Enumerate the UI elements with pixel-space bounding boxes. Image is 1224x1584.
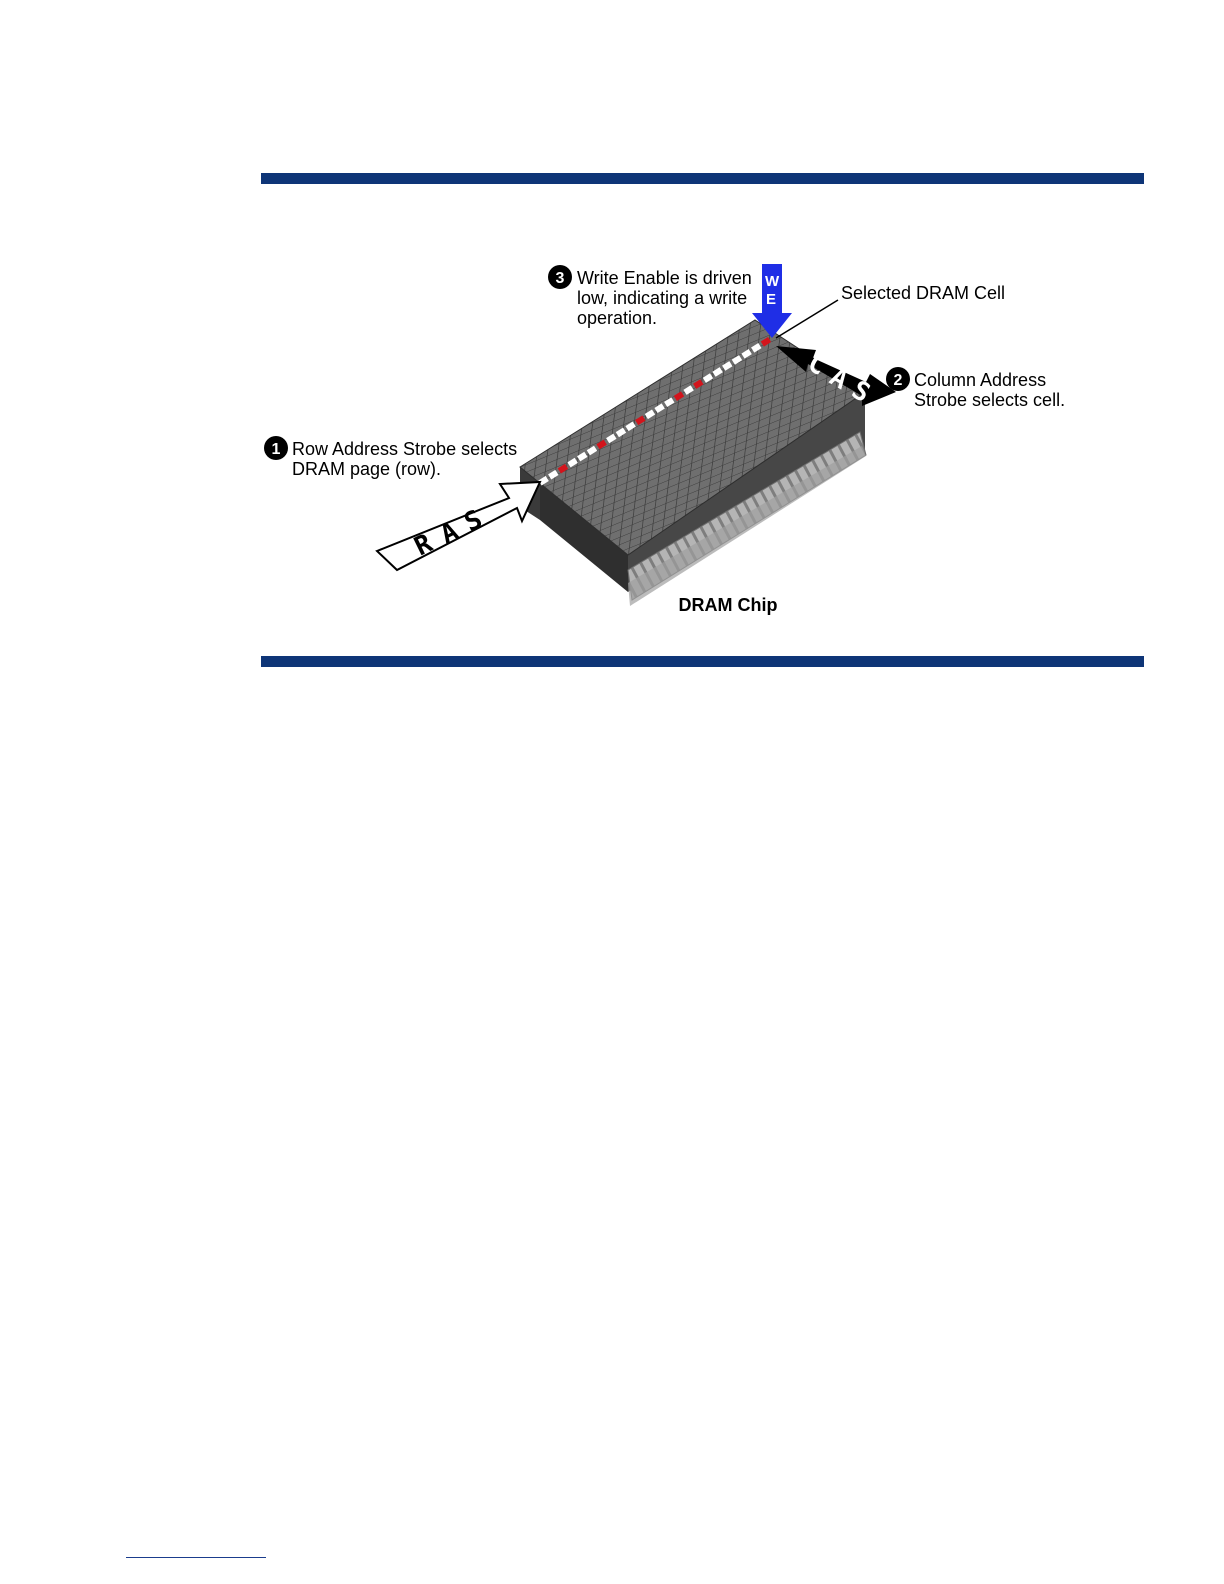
ras-arrow xyxy=(377,482,540,570)
callout-write xyxy=(548,265,752,328)
row-cell-white xyxy=(646,412,653,417)
callout-row-line2: DRAM page (row). xyxy=(292,459,442,479)
dram-write-diagram xyxy=(0,0,1224,700)
row-cell-white xyxy=(588,448,595,453)
callout-column xyxy=(886,367,1065,410)
row-cell-white xyxy=(569,460,576,465)
footnote-rule xyxy=(126,1557,266,1558)
row-cell-white xyxy=(579,454,586,459)
ras-letter-r: R xyxy=(409,528,438,563)
we-letter-w: W xyxy=(765,273,780,290)
selected-cell-label: Selected DRAM Cell xyxy=(841,283,1006,303)
row-cell-white xyxy=(733,358,740,363)
row-cell-white xyxy=(724,364,731,369)
bottom-rule xyxy=(261,656,1144,667)
callout-row-line1: Row Address Strobe selects xyxy=(292,439,518,459)
row-cell-red xyxy=(637,418,644,423)
row-cell-red xyxy=(675,394,682,399)
callout-column-line1: Column Address xyxy=(914,370,1047,390)
ras-letter-a: A xyxy=(435,516,464,551)
row-cell-white xyxy=(608,436,615,441)
row-cell-white xyxy=(666,400,673,405)
row-cell-white xyxy=(627,424,634,429)
row-cell-red xyxy=(762,340,769,345)
cas-letter-c: C xyxy=(802,348,832,382)
row-cell-red xyxy=(598,442,605,447)
callout-row xyxy=(264,436,517,479)
row-cell-white xyxy=(714,370,721,375)
row-cell-white xyxy=(743,352,750,357)
row-cell-red xyxy=(559,466,566,471)
row-cell-red xyxy=(695,382,702,387)
row-cell-white xyxy=(685,388,692,393)
callout-column-number: 2 xyxy=(893,372,903,389)
figure-caption: DRAM Chip xyxy=(678,595,778,615)
callout-write-number: 3 xyxy=(555,270,565,287)
we-letter-e: E xyxy=(766,291,777,308)
callout-write-line1: Write Enable is driven xyxy=(577,268,752,288)
cas-letter-a: A xyxy=(824,362,854,396)
row-cell-white xyxy=(753,346,760,351)
row-cell-white xyxy=(540,478,547,483)
row-cell-white xyxy=(617,430,624,435)
row-cell-white xyxy=(656,406,663,411)
callout-write-line3: operation. xyxy=(577,308,658,328)
row-cell-white xyxy=(550,472,557,477)
callout-column-line2: Strobe selects cell. xyxy=(914,390,1066,410)
row-cell-white xyxy=(704,376,711,381)
ras-letter-s: S xyxy=(459,504,488,539)
cas-letter-s: S xyxy=(846,375,876,409)
callout-write-line2: low, indicating a write xyxy=(577,288,748,308)
callout-row-number: 1 xyxy=(271,441,281,458)
